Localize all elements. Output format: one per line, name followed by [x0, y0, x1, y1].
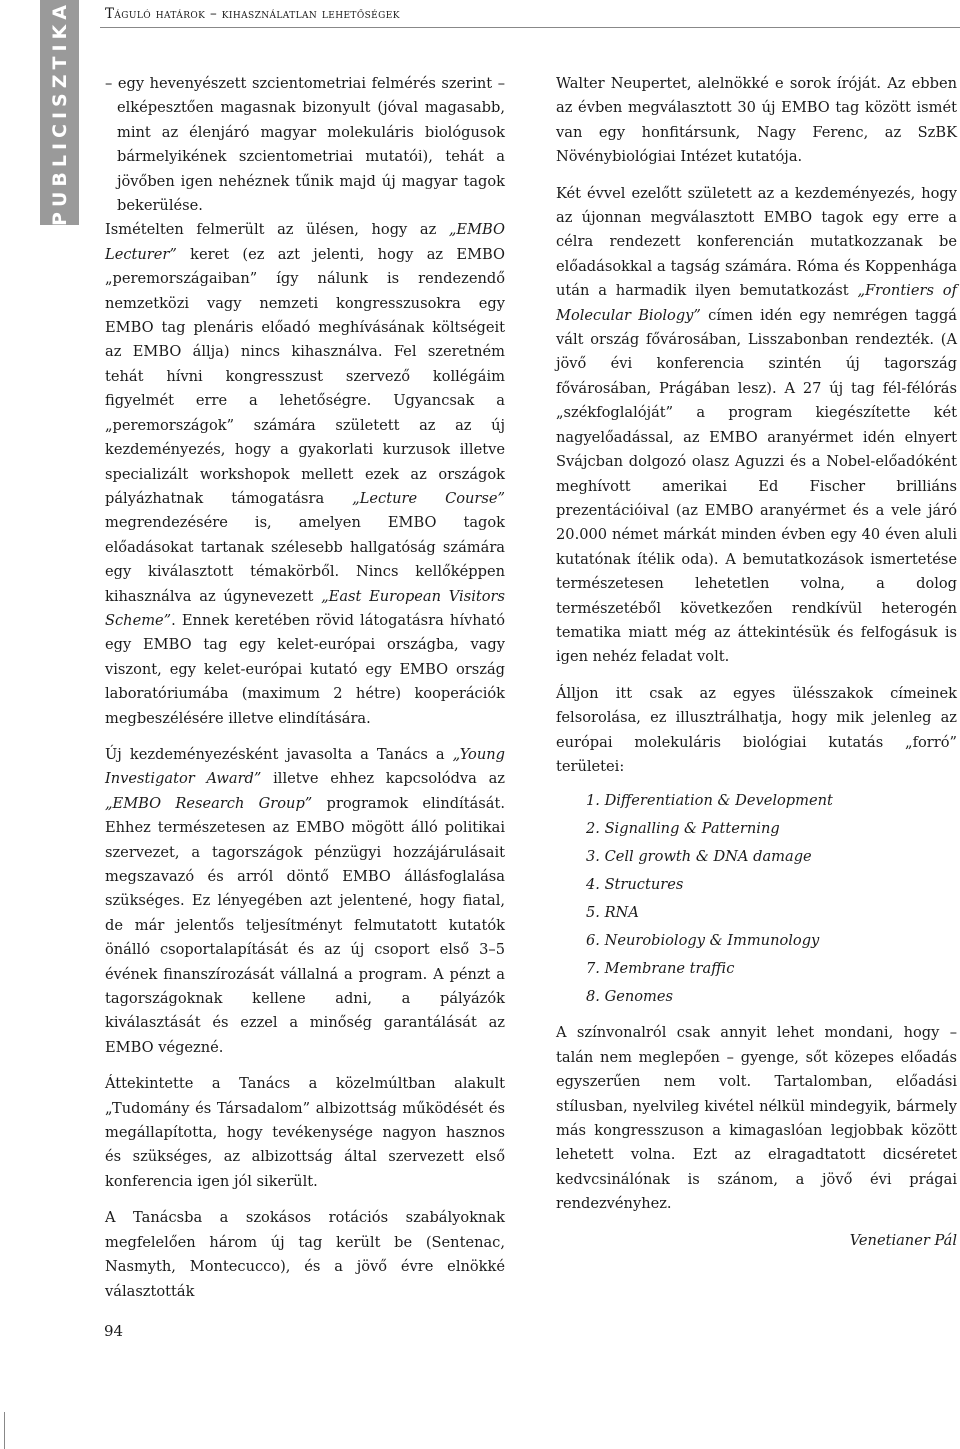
text-run: programok elindítását. Ehhez természetesen az EMBO mögött álló politikai szervezet, a tagországok pénzügyi hozzájárulásait megszavazó és arról döntő EMBO állásfoglalása szükséges. Ez lényegében azt jelentené, hogy fiatal, de már jelentős teljesítményt felmutatott kutatók önálló csoportalapítását és az új csoport első 3–5 évének finanszírozását vállalná a program. A pénzt a tagországoknak kellene adni, a pályázók kiválasztását és ezzel a minőség garantálását az EMBO végezné.: [105, 794, 505, 1056]
section-label-wrapper: [40, 0, 79, 225]
list-item: 2. Signalling & Patterning: [586, 820, 780, 838]
italic-term: „EMBO Lecturer”: [105, 221, 505, 263]
author-signature: Venetianer Pál: [849, 1231, 957, 1249]
text-run: illetve ehhez kapcsolódva az: [261, 770, 505, 788]
italic-term: „East European Visitors Scheme”: [105, 587, 505, 629]
list-item: 5. RNA: [586, 904, 639, 922]
list-item: 4. Structures: [586, 876, 684, 894]
text-run: . Ennek keretében rövid látogatásra hívható egy EMBO tag egy kelet-európai országba, vagy viszont, egy kelet-európai kutató egy EMBO ország laboratóriumába (maximum 2 hétre) kooperációk megbeszélésére illetve elindítására.: [105, 611, 505, 727]
list-item: 6. Neurobiology & Immunology: [586, 932, 820, 950]
text-run: Új kezdeményezésként javasolta a Tanács a: [105, 745, 453, 763]
italic-term: „Lecture Course”: [352, 489, 505, 507]
paragraph-neupert: Walter Neupertet, alelnökké e sorok íróját. Az ebben az évben megválasztott 30 új EMBO tag között ismét van egy honfitársunk, Nagy Ferenc, az SzBK Növénybiológiai Intézet kutatója.: [556, 75, 957, 166]
paragraph-frontiers: [556, 182, 957, 670]
session-topics-list: [556, 787, 957, 1011]
list-item: 3. Cell growth & DNA damage: [586, 848, 812, 866]
running-header: Táguló határok – kihasználatlan lehetőségek: [105, 6, 400, 22]
paragraph-young-investigator: [105, 743, 505, 1060]
paragraph-sessions-intro: Álljon itt csak az egyes ülésszakok címeinek felsorolása, ez illusztrálhatja, hogy mik jelenleg az európai molekuláris biológiai kutatás „forró” területei:: [556, 684, 957, 775]
text-run: címen idén egy nemrégen taggá vált ország fővárosában, Lisszabonban rendezték. (A jövő évi konferencia szintén új tagország fővárosában, Prágában lesz). A 27 új tag fél-félórás „székfoglalóját” a program kiegészítette két nagyelőadással, az EMBO aranyérmet idén elnyert Svájcban dolgozó olasz Aguzzi és a Nobel-előadóként meghívott amerikai Ed Fischer brilliáns prezentációival (az EMBO aranyérmet és a vele járó 20.000 német márkát minden évben egy 40 éven aluli kutatónak ítélik oda). A bemutatkozások ismertetése természetesen lehetetlen volna, a dolog természetéből következően rendkívül heterogén tematika miatt még az áttekintésük és felfogásuk is igen nehéz feladat volt.: [556, 306, 957, 666]
italic-term: „EMBO Research Group”: [105, 794, 313, 812]
italic-term: „Frontiers of Molecular Biology”: [556, 282, 957, 324]
text-run: keret (ez azt jelenti, hogy az EMBO „peremországaiban” így nálunk is rendezendő nemzetközi vagy nemzeti kongresszusokra egy EMBO tag plenáris előadó meghívásának költségeit az EMBO állja) nincs kihasználva. Fel szeretném tehát hívni kongresszust szervező kollégáim figyelmét erre a lehetőségre. Ugyancsak a „peremországok” számára született az az új kezdeményezés, hogy a gyakorlati kurzusok illetve specializált workshopok mellett ezek az országok pályázhatnak támogatásra: [105, 245, 505, 507]
header-rule: [100, 27, 960, 28]
italic-term: „Young Investigator Award”: [105, 745, 505, 788]
paragraph-council-members: A Tanácsba a szokásos rotációs szabályoknak megfelelően három új tag került be (Sentenac, Nasmyth, Montecucco), és a jövő évre elnökké választották: [105, 1209, 505, 1300]
left-column: [105, 72, 505, 1316]
text-run: megrendezésére is, amelyen EMBO tagok előadásokat tartanak szélesebb hallgatóság számára egy kiválasztott témakörből. Nincs kellőképpen kihasználva az úgynevezett: [105, 514, 505, 605]
section-label: PUBLICISZTIKA: [48, 0, 71, 226]
paragraph-quality: A színvonalról csak annyit lehet mondani, hogy – talán nem meglepően – gyenge, sőt közepes előadás egyszerűen nem volt. Tartalomban, előadási stílusban, nyelvileg kivétel nélkül mindegyik, bármely más kongresszuson a kimagaslóan legjobbak között lehetett volna. Ezt az elragadtatott dicséretet kedvcsinálónak is szánom, a jövő évi prágai rendezvényhez.: [556, 1024, 957, 1213]
page-number: 94: [104, 1322, 124, 1340]
text-run: Két évvel ezelőtt született az a kezdeményezés, hogy az újonnan megválasztott EMBO tagok egy erre a célra rendezett konferencián mutatkozzanak be előadásokkal a tagság számára. Róma és Koppenhága után a harmadik ilyen bemutatkozást: [556, 184, 957, 300]
paragraph-science-society: Áttekintette a Tanács a közelmúltban alakult „Tudomány és Társadalom” albizottság működését és megállapította, hogy tevékenysége nagyon hasznos és szükséges, az albizottság által szervezett első konferencia igen jól sikerült.: [105, 1075, 505, 1190]
intro-paragraph: – egy hevenyészett szcientometriai felmérés szerint – elképesztően magasnak bizonyult (jóval magasabb, mint az élenjáró magyar molekuláris biológusok bármelyikének szcientometriai mutatói), tehát a jövőben igen nehéznek tűnik majd új magyar tagok bekerülése.: [105, 75, 505, 215]
list-item: 8. Genomes: [586, 988, 674, 1006]
crop-mark: [4, 1412, 5, 1449]
list-item: 7. Membrane traffic: [586, 960, 735, 978]
text-run: Ismételten felmerült az ülésen, hogy az: [105, 221, 449, 239]
right-column: [556, 72, 957, 1265]
paragraph-embo-lecturer: [105, 218, 505, 731]
section-side-band: [40, 0, 79, 225]
list-item: 1. Differentiation & Development: [586, 792, 833, 810]
